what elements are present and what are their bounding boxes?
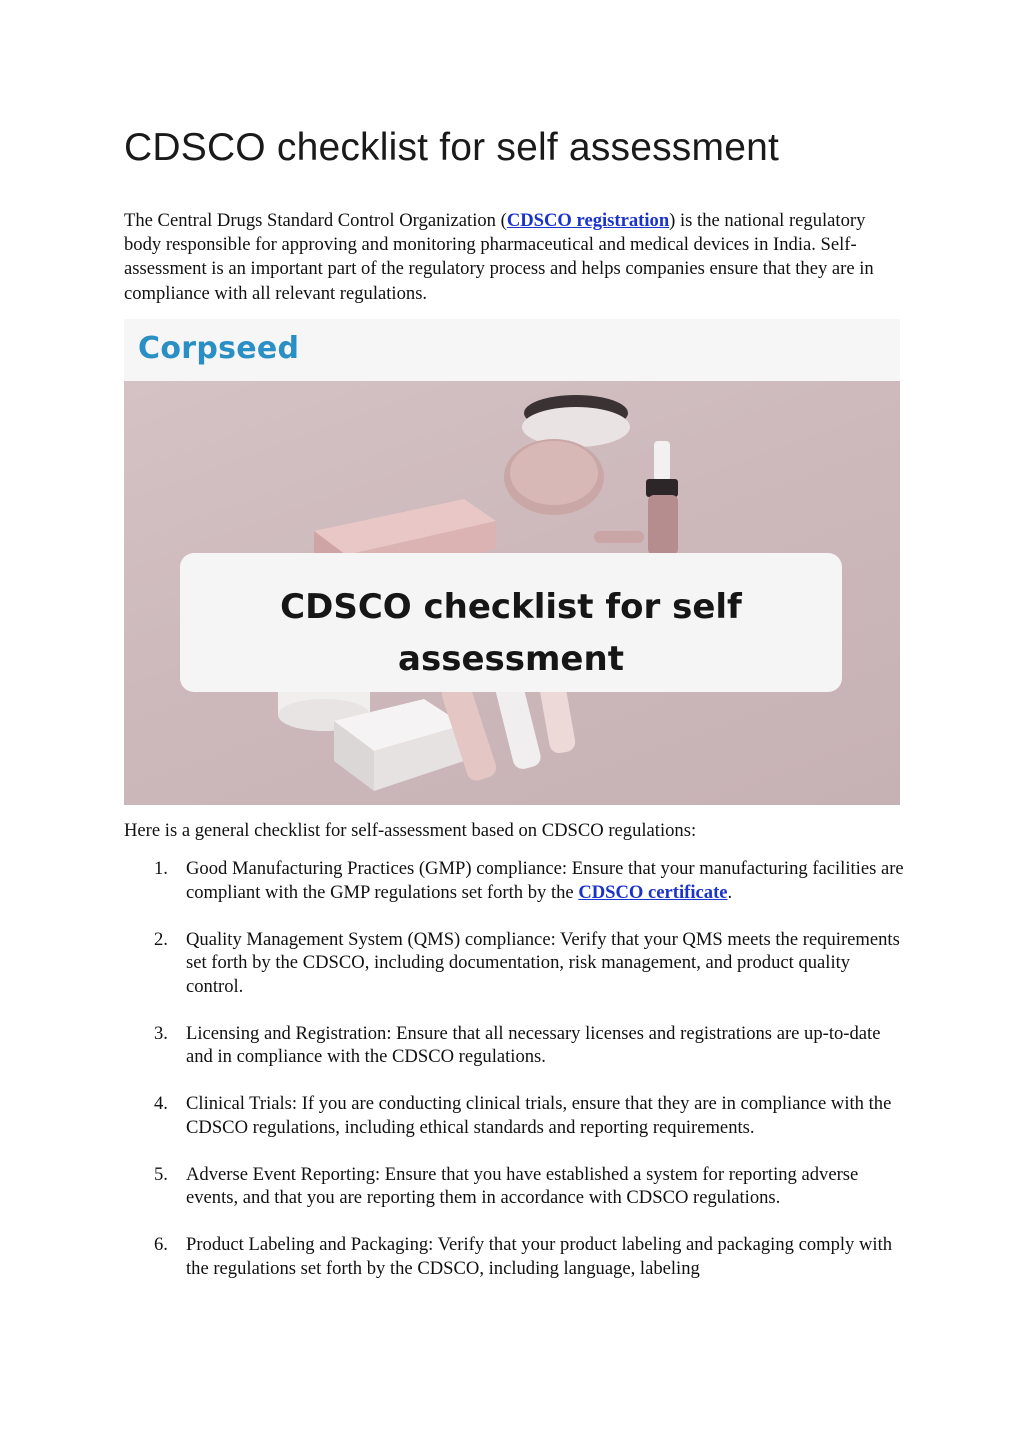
banner-caption-box bbox=[180, 553, 842, 692]
banner-caption bbox=[180, 581, 842, 685]
item-number: 1. bbox=[154, 858, 168, 879]
list-item bbox=[124, 1092, 904, 1139]
list-item bbox=[124, 928, 904, 999]
item-text: Clinical Trials: If you are conducting clinical trials, ensure that they are in compliance with the CDSCO regulations, including ethical standards and reporting requirements. bbox=[186, 1093, 892, 1138]
list-item bbox=[124, 1163, 904, 1210]
item-number: 4. bbox=[154, 1093, 168, 1114]
item-text-tail: . bbox=[727, 881, 733, 903]
item-number: 5. bbox=[154, 1163, 168, 1185]
banner-header bbox=[124, 319, 900, 381]
item-number: 6. bbox=[154, 1234, 168, 1255]
checklist-intro: Here is a general checklist for self-assessment based on CDSCO regulations: bbox=[124, 820, 697, 841]
item-text: Licensing and Registration: Ensure that all necessary licenses and registrations are up-to-date and in compliance with the CDSCO regulations. bbox=[186, 1022, 881, 1067]
cdsco-registration-link[interactable]: CDSCO registration bbox=[506, 210, 670, 231]
page-title: CDSCO checklist for self assessment bbox=[124, 126, 780, 169]
cdsco-certificate-link[interactable]: CDSCO certificate bbox=[578, 881, 728, 903]
item-number: 3. bbox=[154, 1022, 168, 1044]
banner-caption-line1: CDSCO checklist for self bbox=[280, 587, 742, 627]
checklist bbox=[124, 857, 904, 1304]
corpseed-logo: Corpseed bbox=[138, 331, 300, 366]
item-text: Quality Management System (QMS) compliance: Verify that your QMS meets the requirements set forth by the CDSCO, including documentation, risk management, and product quality control. bbox=[186, 928, 900, 997]
item-number: 2. bbox=[154, 928, 168, 950]
item-text: Good Manufacturing Practices (GMP) compliance: Ensure that your manufacturing facilities are compliant with the GMP regulations set forth by the bbox=[186, 858, 904, 903]
intro-paragraph bbox=[124, 209, 904, 306]
cosmetics-photo bbox=[124, 381, 900, 805]
banner-caption-line2: assessment bbox=[398, 639, 624, 679]
intro-text-after: ) is the national regulatory body responsible for approving and monitoring pharmaceutical and medical devices in India. Self-assessment is an important part of the regulatory process and helps companies ensure that they are in compliance with all relevant regulations. bbox=[124, 210, 874, 304]
item-text: Product Labeling and Packaging: Verify that your product labeling and packaging comply with the regulations set forth by the CDSCO, including language, labeling bbox=[186, 1234, 893, 1279]
list-item bbox=[124, 1022, 904, 1069]
intro-text-before: The Central Drugs Standard Control Organization ( bbox=[124, 210, 507, 231]
banner-image bbox=[124, 319, 900, 805]
list-item bbox=[124, 1233, 904, 1280]
item-text: Adverse Event Reporting: Ensure that you have established a system for reporting adverse events, and that you are reporting them in accordance with CDSCO regulations. bbox=[186, 1163, 859, 1208]
list-item bbox=[124, 857, 904, 904]
